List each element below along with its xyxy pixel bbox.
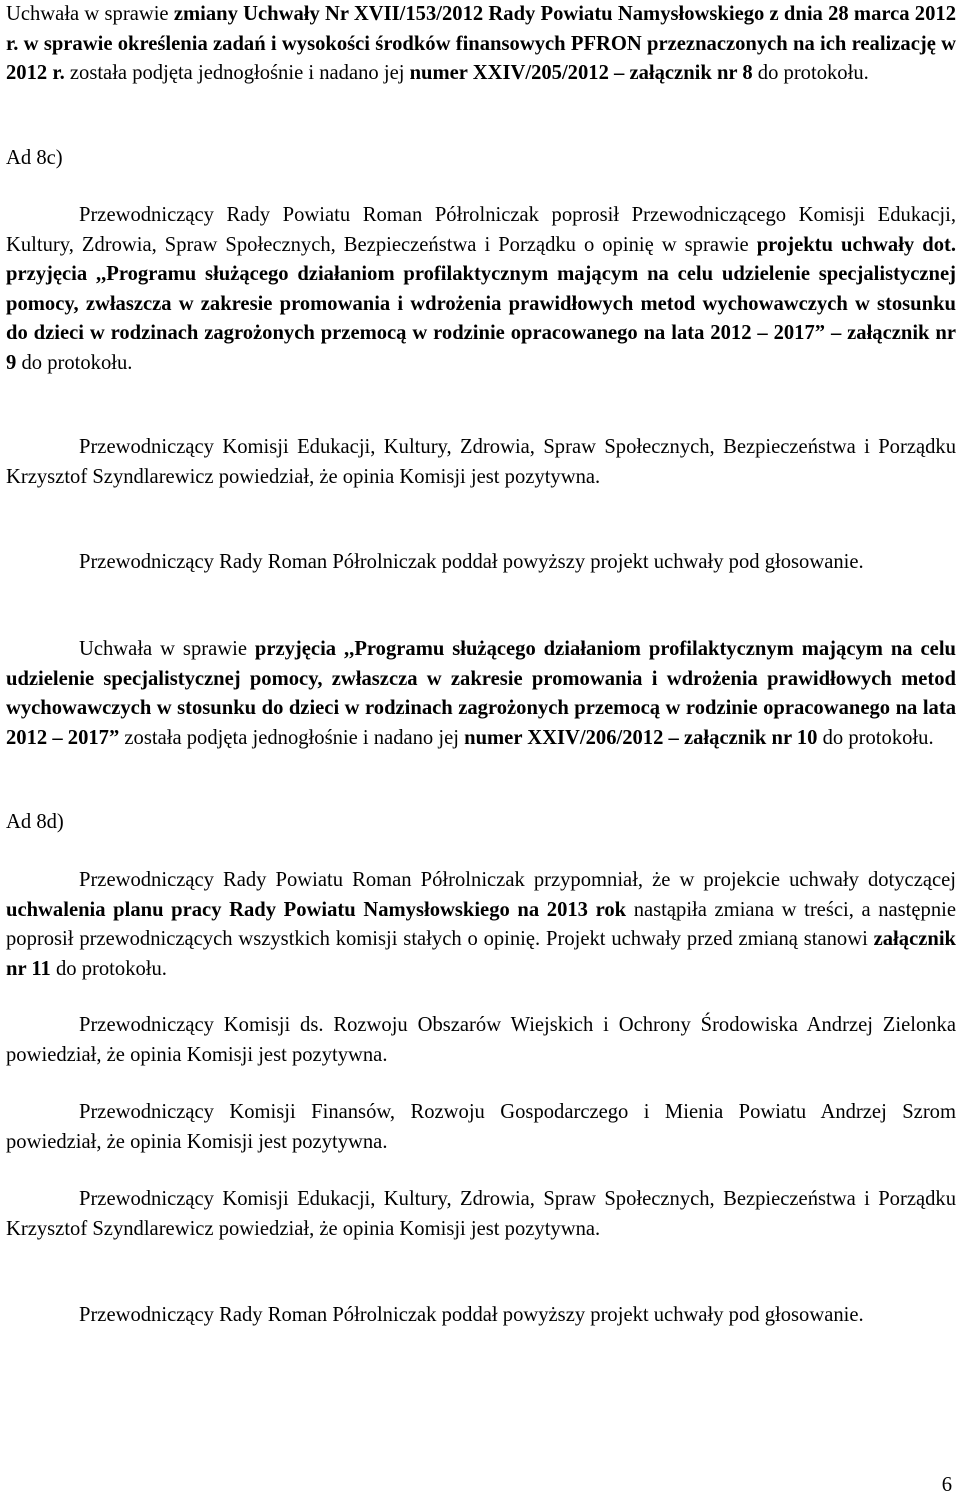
text-segment: Przewodniczący Komisji ds. Rozwoju Obszarów Wiejskich i Ochrony Środowiska Andrzej Zielonka powiedział, że opinia Komisji jest pozytywna. xyxy=(6,1014,956,1066)
section-heading-ad-8d: Ad 8d) xyxy=(6,811,64,833)
bold-segment: przyjęcia ,,Programu służącego działaniom profilaktycznym mającym na celu udzielenie specjalistycznej pomocy, zwłaszcza w zakresie promowania i wdrożenia prawidłowych metod wychowawczych w stosunku do dzieci w rodzinach zagrożonych przemocą w rodzinie opracowanego na lata 2012 – 2017” xyxy=(6,638,956,749)
text-segment: Uchwała w sprawie xyxy=(6,3,174,25)
text-segment: Przewodniczący Komisji Finansów, Rozwoju Gospodarczego i Mienia Powiatu Andrzej Szrom powiedział, że opinia Komisji jest pozytywna. xyxy=(6,1101,956,1153)
paragraph-request-opinion-program xyxy=(6,201,956,378)
text-segment: Przewodniczący Rady Roman Półrolniczak poddał powyższy projekt uchwały pod głosowanie. xyxy=(79,1304,864,1326)
paragraph-vote-call xyxy=(6,548,956,578)
paragraph-resolution-206 xyxy=(6,635,956,753)
text-segment: do protokołu. xyxy=(50,957,167,980)
paragraph-commission-opinion xyxy=(6,433,956,492)
paragraph-final-vote-call xyxy=(6,1301,956,1331)
text-segment: do protokołu. xyxy=(752,62,869,84)
text-segment: Przewodniczący Rady Powiatu Roman Półrolniczak poprosił Przewodniczącego Komisji Edukacji, Kultury, Zdrowia, Spraw Społecznych, Bezpieczeństwa i Porządku o opinię w sprawie xyxy=(6,204,956,256)
paragraph-rural-commission-opinion xyxy=(6,1011,956,1070)
bold-segment: numer XXIV/206/2012 – załącznik nr 10 xyxy=(464,726,818,749)
page-number: 6 xyxy=(941,1474,952,1496)
text-segment: nastąpiła zmiana w treści, a następnie poprosił przewodniczących wszystkich komisji stałych o opinię. Projekt uchwały przed zmianą stanowi xyxy=(6,898,956,950)
text-segment: do protokołu. xyxy=(16,351,133,374)
section-heading-ad-8c: Ad 8c) xyxy=(6,147,63,169)
paragraph-finance-commission-opinion xyxy=(6,1098,956,1157)
bold-segment: numer XXIV/205/2012 – załącznik nr 8 xyxy=(409,62,753,84)
text-segment: została podjęta jednogłośnie i nadano jej xyxy=(64,62,410,84)
text-segment: do protokołu. xyxy=(817,726,934,749)
text-segment: została podjęta jednogłośnie i nadano jej xyxy=(119,726,465,749)
text-segment: Przewodniczący Rady Powiatu Roman Półrolniczak przypomniał, że w projekcie uchwały dotyczącej xyxy=(79,869,956,891)
text-segment: Przewodniczący Rady Roman Półrolniczak poddał powyższy projekt uchwały pod głosowanie. xyxy=(79,551,864,573)
text-segment: Przewodniczący Komisji Edukacji, Kultury, Zdrowia, Spraw Społecznych, Bezpieczeństwa i Porządku Krzysztof Szyndlarewicz powiedział, że opinia Komisji jest pozytywna. xyxy=(6,436,956,488)
bold-segment: uchwalenia planu pracy Rady Powiatu Namysłowskiego na 2013 rok xyxy=(6,898,627,921)
paragraph-education-commission-opinion xyxy=(6,1185,956,1244)
text-segment: Uchwała w sprawie xyxy=(79,638,255,660)
paragraph-resolution-205 xyxy=(6,0,956,89)
bold-segment: załącznik nr 11 xyxy=(6,928,956,980)
bold-segment: zmiany Uchwały Nr XVII/153/2012 Rady Powiatu Namysłowskiego z dnia 28 marca 2012 r. w sprawie określenia zadań i wysokości środków finansowych PFRON przeznaczonych na ich realizację w 2012 r. xyxy=(6,3,956,84)
text-segment: Przewodniczący Komisji Edukacji, Kultury, Zdrowia, Spraw Społecznych, Bezpieczeństwa i Porządku Krzysztof Szyndlarewicz powiedział, że opinia Komisji jest pozytywna. xyxy=(6,1188,956,1240)
paragraph-work-plan xyxy=(6,866,956,984)
bold-segment: projektu uchwały dot. przyjęcia ,,Programu służącego działaniom profilaktycznym mającym na celu udzielenie specjalistycznej pomocy, zwłaszcza w zakresie promowania i wdrożenia prawidłowych metod wychowawczych w stosunku do dzieci w rodzinach zagrożonych przemocą w rodzinie opracowanego na lata 2012 – 2017” – załącznik nr 9 xyxy=(6,233,956,374)
